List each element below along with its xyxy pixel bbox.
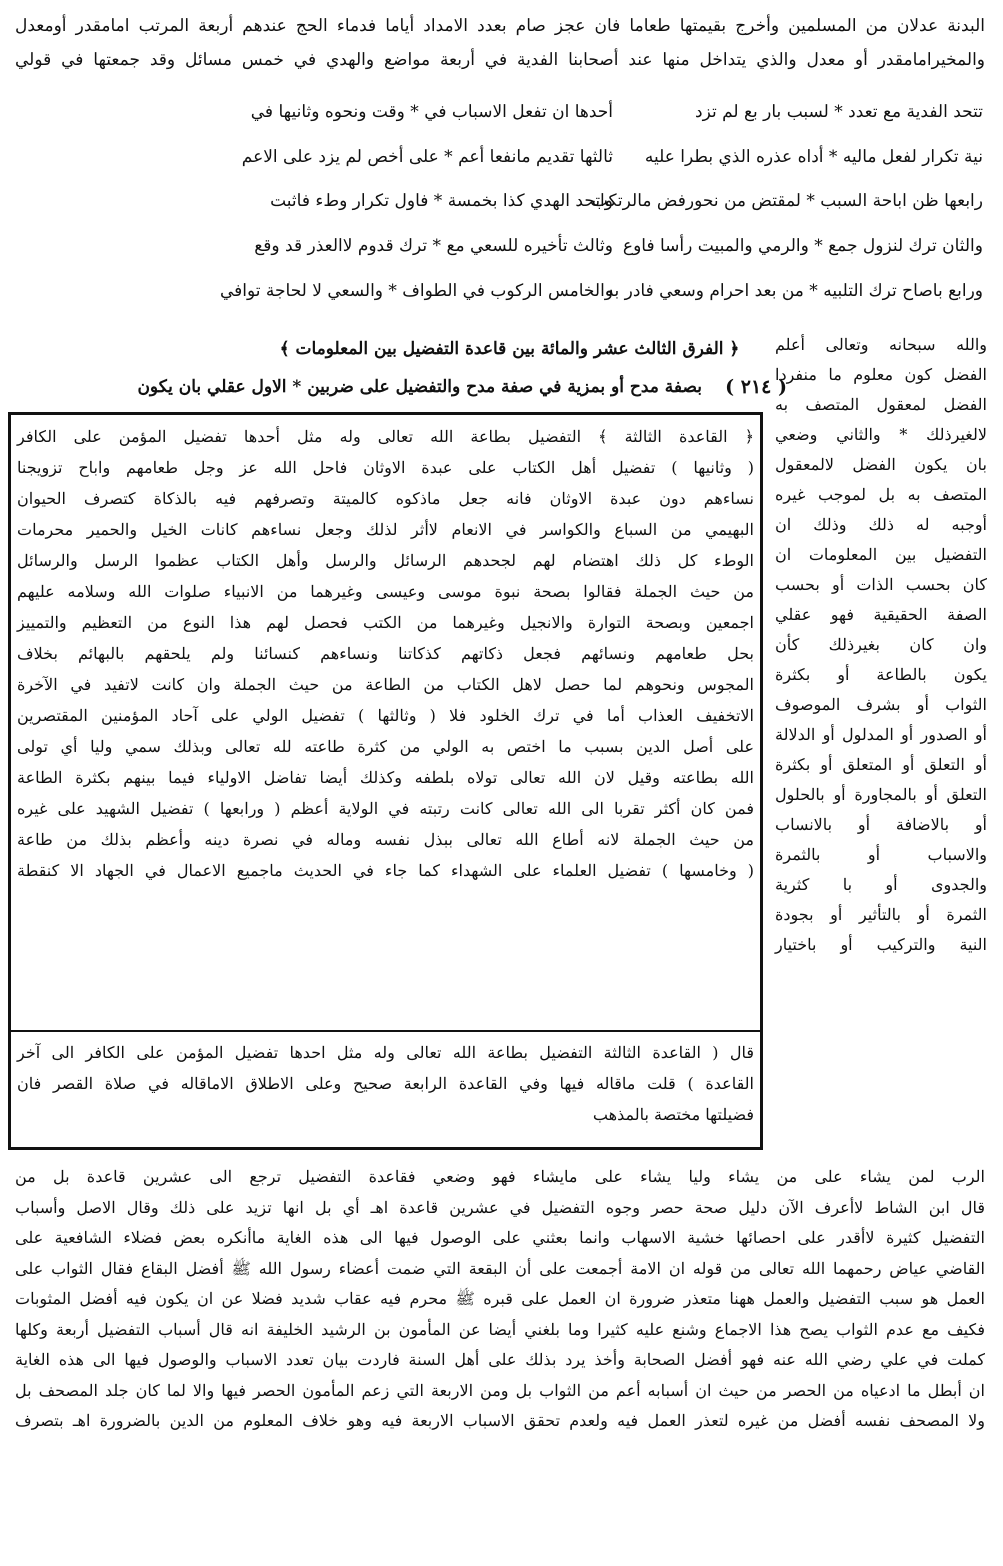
box-line: ( وخامسها ) تفضيل العلماء على الشهداء كما جاء في الحديث ماجميع الاعمال في الجهاد الا كنقطة [17, 861, 754, 880]
bottom-line: العمل هو سبب التفضيل والعمل ههنا متعذر ضرورة ان العمل على قبره ﷺ محرم فيه عقاب شديد فضلا عن ان يكون فيه أفضل المثوبات [15, 1289, 985, 1308]
bottom-line: القاضي عياض رحمهما الله تعالى من قوله ان الامة أجمعت على أن البقعة التي ضمت أعضاء رسول الله ﷺ أفضل البقاع فقال الثواب على [15, 1258, 985, 1278]
side-line: وان كان بغيرذلك كأن [775, 635, 987, 654]
commentary-line: فضيلتها مختصة بالمذهب [592, 1105, 754, 1124]
side-line: كان بحسب الذات أو بحسب [775, 575, 987, 594]
side-column [775, 330, 987, 960]
bottom-line: ان أبطل ما ادعياه من الحصر من حيث ان أسبابه أعم من الثواب بل ومن الاربعة التي زعم المأمون الحصر فيها والا لما كان جلد المصحف بل [15, 1380, 985, 1400]
bottom-line: ولا المصحف نفسه أفضل من غيره لتعذر العمل فيه ولعدم تحقق الاسباب الاربعة فيه وهو خلاف المعلوم من الدين بالضرورة اهـ بتصرف [15, 1411, 985, 1430]
box-line: الاتخفيف العذاب أما في ترك الخلود فلا ( وثالثها ) تفضيل الولي على آحاد المؤمنين المقتصرين [17, 706, 755, 725]
bottom-line: التفضيل كثيرة لاأقدر على احصائها خشية الاسهاب وانما بعثني على الوصول فيها الى هذه الغاية ماأنكره بعض فضلاء الشافعية على [15, 1228, 985, 1247]
side-line: والاسباب أو بالثمرة [775, 845, 987, 864]
side-line: أو بالاضافة أو بالانساب [775, 815, 987, 834]
bottom-line: قال ابن الشاط لاأعرف الآن دليل صحة حصر وجوه التفضيل في عشرين قاعدة اهـ أي بل انها تزيد على ذلك وقال الاصل وأسباب [15, 1197, 985, 1217]
box-line: على أصل الدين بسبب ما اختص به الولي من كثرة طاعته لله تعالى وبذلك سمي وليا أي تولى [17, 737, 754, 756]
box-line: البهيمي من السباع والكواسر في الانعام لاأثر لذلك وجعل نساءهم كانات الخيل والحمير محرمات [17, 520, 754, 539]
commentary [17, 1037, 754, 1130]
poem-hemistich-left: وثالث تأخيره للسعي مع * ترك قدوم لاالعذر قد وقع [254, 236, 613, 256]
box-line: من حيث الجملة لانه أطاع الله تعالى ببذل نفسه وماله في نصرة دينه وأعظم بذلك من طاعة [17, 830, 754, 849]
side-line: التفضيل بين المعلومات ان [775, 545, 987, 564]
side-line: الثمرة أو بالتأثير أو بجودة [775, 905, 987, 924]
box-line: الله بطاعته وقيل لان الله تعالى تولاه بلطفه وكذلك أيضا تفاضل الاولياء فيما بينهم بكثرة الطاعة [17, 768, 754, 787]
bottom-line: كملت في علي رضي الله عنه فهو أفضل الصحابة وأخذ يرد بذلك على أهل السنة فاردت بيان تعدد الاسباب والوصول فيها الى هذه الغاية [15, 1350, 985, 1369]
top-line-2: والمخيرامامقدر أو معدل والذي يتداخل منها عند أصحابنا الفدية في أربعة مواضع والهدي في خمس مسائل وقد جمعتها في قولي [15, 50, 985, 70]
side-line: لالغيرذلك * والثاني وضعي [775, 425, 987, 444]
commentary-line: قال ( القاعدة الثالثة التفضيل بطاعة الله تعالى وله مثل احدها تفضيل المؤمن على الكافر الى آخر [17, 1043, 754, 1062]
side-line: أو الصدور أو المدلول أو الدلالة [775, 725, 987, 744]
poem-hemistich-right: والثان ترك لنزول جمع * والرمي والمبيت رأسا فاوع [622, 236, 983, 256]
box-line: الوطء كل ذلك اهتضام لهم لجحدهم الرسائل والرسل وأهل الكتاب عظموا الرسل والرسائل [17, 551, 754, 570]
side-line: يكون بالطاعة أو بكثرة [775, 665, 987, 684]
box-line: نساءهم دون عبدة الاوثان فانه جعل ماذكوه كالميتة وتصرفهم فيه بالذكاة كتصرف الحيوان [17, 489, 754, 508]
poem-row [223, 98, 983, 128]
side-line: الصفة الحقيقية فهو عقلي [775, 605, 987, 624]
page-number: ( ٢١٤ ) [725, 376, 787, 398]
side-line: الفضل لمعقول المتصف به [775, 395, 987, 414]
box-divider [11, 1030, 760, 1032]
side-line: أوجبه له ذلك وذلك ان [775, 515, 987, 534]
side-line: المتصف به بل لموجب غيره [775, 485, 987, 504]
side-line: التعلق أو بالمجاورة أو بالحلول [775, 785, 987, 804]
side-line: والجدوى أو با كثرية [775, 875, 987, 894]
box-line: من حيث الجملة فقالوا بصحة نبوة موسى وعيسى وغيرهما من الانبياء صلوات الله وسلامه عليهم [17, 582, 754, 601]
top-line-1: البدنة عدلان من المسلمين وأخرج بقيمتها طعاما فان عجز صام بعدد الامداد أياما فدماء الحج عندهم أربعة المرتب امامقدر أومعدل [15, 16, 985, 36]
bottom-line: الرب لمن يشاء على من يشاء وليا يشاء على مايشاء فهو وضعي فقاعدة التفضيل ترجع الى عشرين قاعدة بل من [15, 1167, 986, 1186]
box-line: ﴿ القاعدة الثالثة ﴾ التفضيل بطاعة الله تعالى وله مثل أحدها تفضيل المؤمن على الكافر [17, 427, 754, 446]
poem-hemistich-right: رابعها ظن اباحة السبب * لمقتض من نحورفض مالرتكب [591, 191, 983, 211]
poem-row [223, 232, 983, 262]
poem-hemistich-left: والخامس الركوب في الطواف * والسعي لا لحاجة توافي [219, 281, 613, 301]
side-line: النية والتركيب أو باختيار [775, 935, 987, 954]
poem-hemistich-left: واتحد الهدي كذا بخمسة * فاول تكرار وطء فاثبت [270, 191, 613, 211]
number-line [137, 372, 787, 402]
poem-row [219, 277, 983, 307]
side-line: والله سبحانه وتعالى أعلم [775, 335, 987, 354]
poem-hemistich-left: ثالثها تقديم مانفعا أعم * على أخص لم يزد على الاعم [241, 147, 613, 167]
poem-hemistich-right: ورابع باصاح ترك التلبيه * من بعد احرام وسعي فادر به [605, 281, 983, 301]
poem-hemistich-left: أحدها ان تفعل الاسباب في * وقت ونحوه وثانيها في [250, 102, 613, 122]
bottom-text [15, 1162, 985, 1437]
poem-row [223, 187, 983, 217]
section-heading: ﴿ الفرق الثالث عشر والمائة بين قاعدة التفضيل بين المعلومات ﴾ [279, 339, 740, 359]
box-line: اجمعين وبصحة التوارة والانجيل وغيرهما من الكتب فحصل لهم هذا النوع من التعظيم والتمييز [17, 613, 754, 632]
box-line: فمن كان أكثر تقربا الى الله تعالى كانت رتبته في الولاية أعظم ( ورابعها ) تفضيل الشهيد على غيره [17, 799, 754, 818]
side-line: الفضل كون معلوم ما منفردا [775, 365, 987, 384]
main-text-box [8, 412, 763, 1150]
side-line: الثواب أو بشرف الموصوف [775, 695, 987, 714]
bottom-line: فكيف مع عدم الثواب يصح هذا الاجماع وشنع عليه كثيرا وما بلغني أيضا عن المأمون بن الرشيد الخليفة انه قال أسباب التفضيل أربعة وكلها [15, 1319, 985, 1339]
poem-hemistich-right: تتحد الفدية مع تعدد * لسبب بار بع لم تزد [695, 102, 983, 122]
side-line: أو التعلق أو المتعلق أو بكثرة [775, 755, 987, 774]
poem-row [223, 143, 983, 173]
poem-hemistich-right: نية تكرار لفعل ماليه * أداه عذره الذي بطرا عليه [644, 147, 983, 167]
main-text [17, 421, 754, 886]
box-line: ( وثانيها ) تفضيل أهل الكتاب على عبدة الاوثان فاحل الله عز وجل طعامهم واباح تزويجنا [17, 458, 754, 477]
box-line: المجوس ونحوهم لما حصل لاهل الكتاب من الطاعة من حيث الجملة وان كانت لاتفيد في الآخرة [17, 675, 755, 694]
box-line: بحل طعامهم ونسائهم فجعل ذكاتهم كذكاتنا ونساءهم كنسائنا ولم يلحقهم بالبهائم بخلاف [17, 644, 754, 663]
commentary-line: القاعدة ) قلت ماقاله فيها وفي القاعدة الرابعة صحيح وعلى الاطلاق الاماقاله في صلاة القصر فان [17, 1074, 754, 1093]
side-line: بان يكون الفضل لالمعقول [775, 455, 987, 474]
number-line-text: بصفة مدح أو بمزية في صفة مدح والتفضيل على ضربين * الاول عقلي بان يكون [137, 377, 702, 397]
